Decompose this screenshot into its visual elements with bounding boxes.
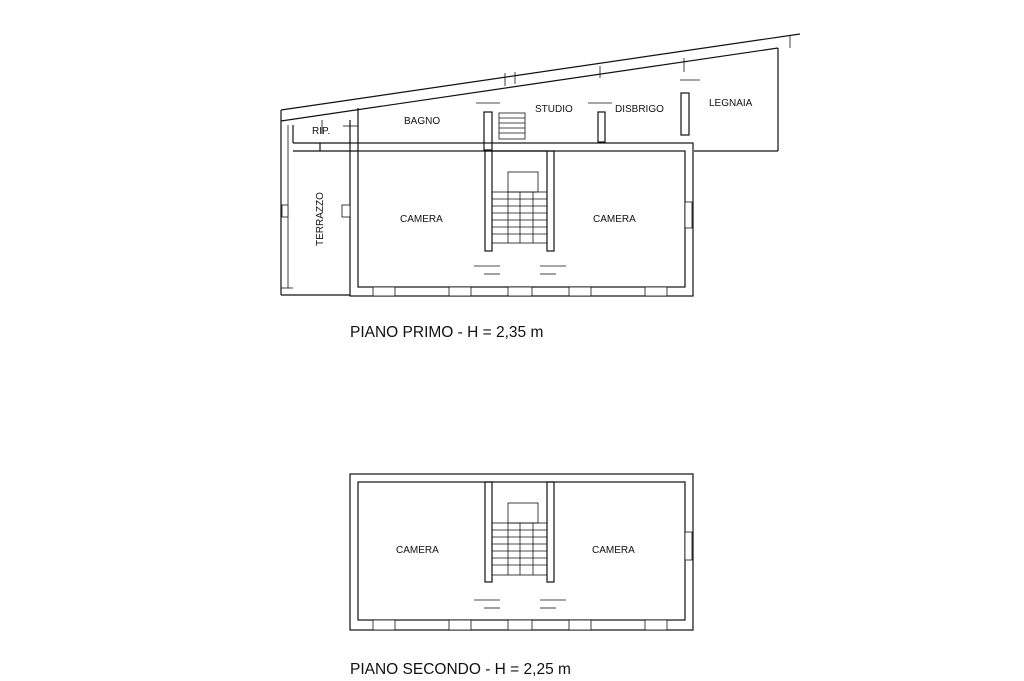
room-label-disbrigo: DISBRIGO	[615, 104, 664, 115]
room-label-rip: RIP.	[312, 126, 331, 137]
room-label-camera-left-1: CAMERA	[400, 214, 443, 225]
stair-treads-top	[499, 118, 525, 133]
first-floor-plan	[281, 34, 800, 296]
stair-treads-2	[492, 523, 547, 575]
room-label-studio: STUDIO	[535, 104, 573, 115]
room-label-camera-left-2: CAMERA	[396, 545, 439, 556]
room-label-camera-right-2: CAMERA	[592, 545, 635, 556]
stair-treads	[492, 192, 547, 243]
first-floor-title: PIANO PRIMO - H = 2,35 m	[350, 324, 544, 341]
second-floor-title: PIANO SECONDO - H = 2,25 m	[350, 661, 571, 678]
room-label-camera-right-1: CAMERA	[593, 214, 636, 225]
room-label-bagno: BAGNO	[404, 116, 441, 127]
room-label-terrazzo: TERRAZZO	[315, 192, 326, 246]
room-label-legnaia: LEGNAIA	[709, 98, 753, 109]
